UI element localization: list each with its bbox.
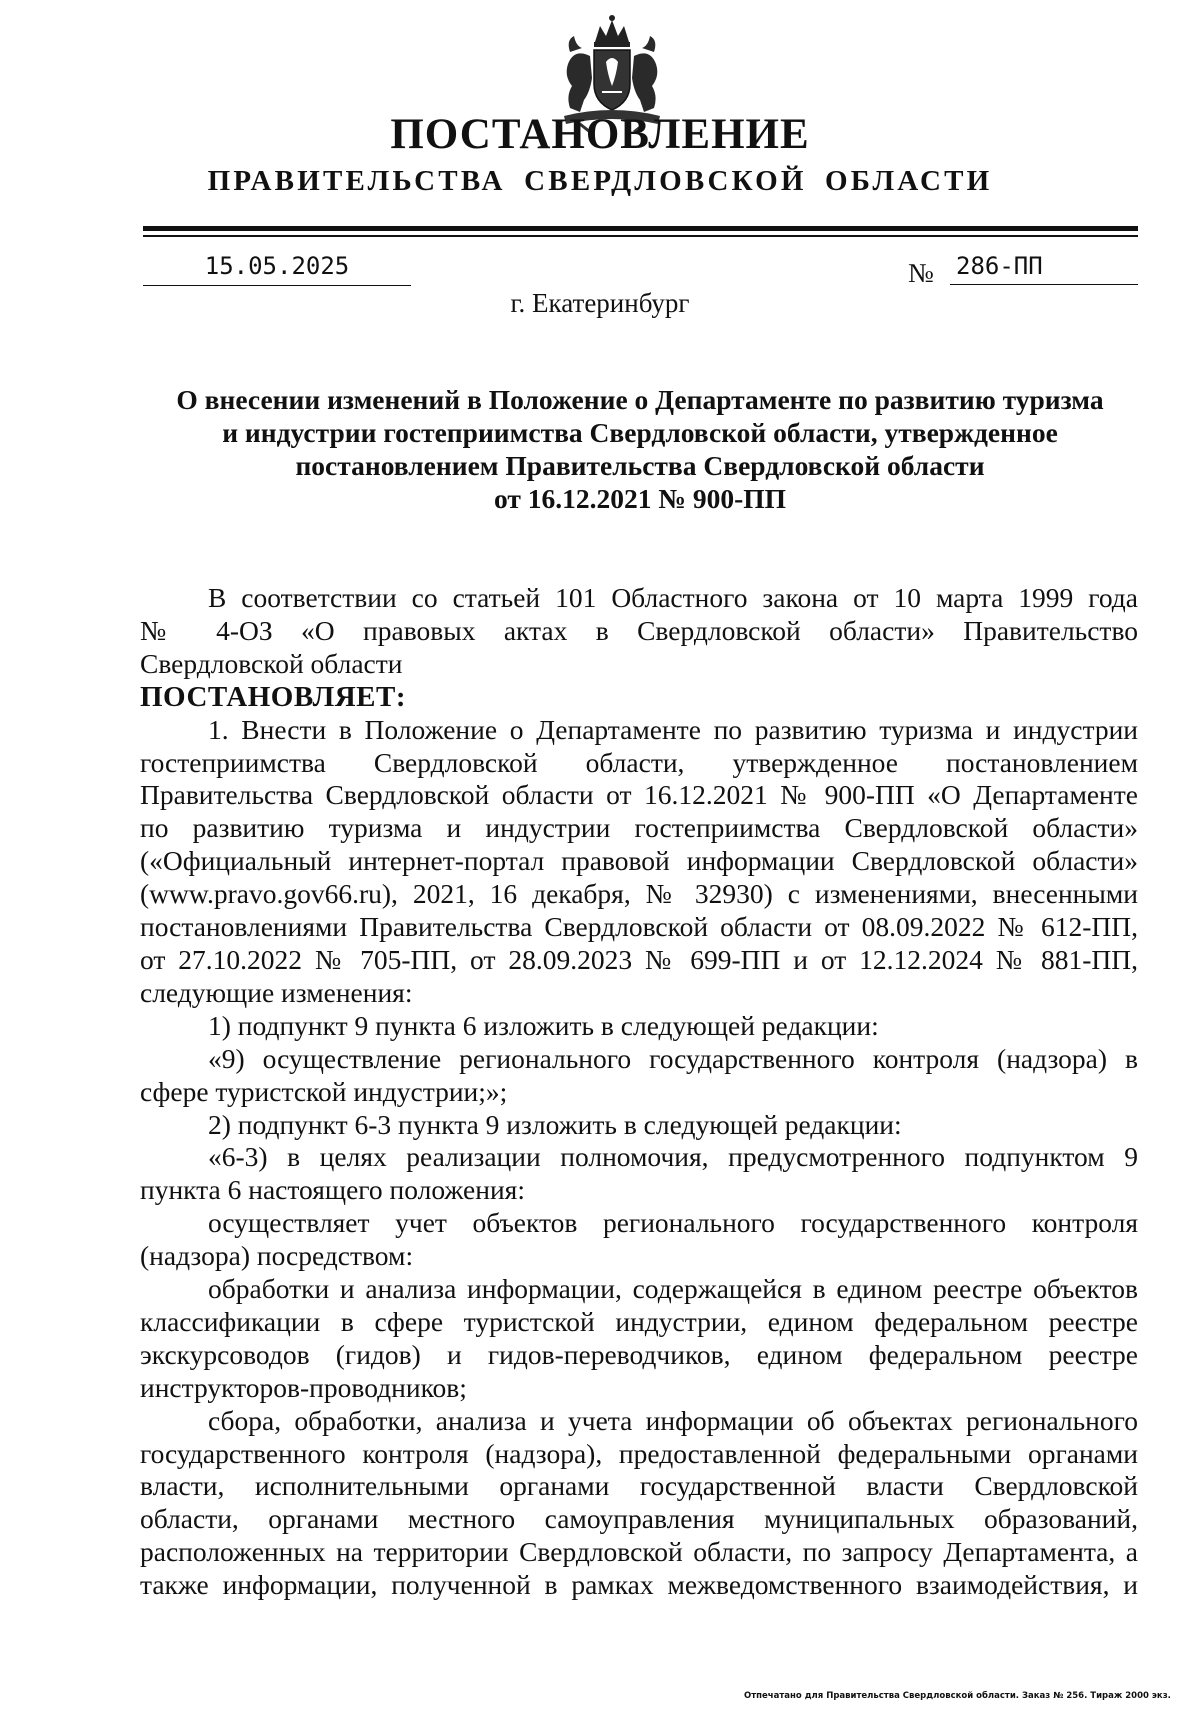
text-line: № 4-ОЗ «О правовых актах в Свердловской области» Правительство xyxy=(140,614,1138,646)
text-line: по развитию туризма и индустрии гостеприимства Свердловской области» xyxy=(140,812,1138,844)
text-line: (www.pravo.gov66.ru), 2021, 16 декабря, № 32930) с изменениями, внесенными xyxy=(140,878,1138,910)
text-line: власти, исполнительными органами государственной власти Свердловской xyxy=(140,1470,1138,1502)
quote-2-paragraph xyxy=(140,1141,1138,1207)
heading-line: О внесении изменений в Положение о Департаменте по развитию туризма xyxy=(176,384,1104,415)
text-line: сфере туристской индустрии;»; xyxy=(140,1075,508,1107)
print-footer: Отпечатано для Правительства Свердловской области. Заказ № 256. Тираж 2000 экз. xyxy=(744,1691,1171,1701)
document-number: 286-ПП xyxy=(950,250,1138,285)
text-line: постановлениями Правительства Свердловской области от 08.09.2022 № 612-ПП, xyxy=(140,911,1138,943)
text-line: от 27.10.2022 № 705-ПП, от 28.09.2023 № 699-ПП и от 12.12.2024 № 881-ПП, xyxy=(140,943,1138,975)
number-sign: № xyxy=(908,258,934,288)
text-line: инструкторов-проводников; xyxy=(140,1371,467,1403)
text-line: В соответствии со статьей 101 Областного закона от 10 марта 1999 года xyxy=(208,582,1138,613)
text-line: 1) подпункт 9 пункта 6 изложить в следующей редакции: xyxy=(208,1009,879,1041)
document-type-title: ПОСТАНОВЛЕНИЕ xyxy=(390,111,810,158)
text-line: также информации, полученной в рамках межведомственного взаимодействия, и xyxy=(140,1569,1138,1601)
text-line: 2) подпункт 6-3 пункта 9 изложить в следующей редакции: xyxy=(208,1108,902,1140)
document-body xyxy=(140,582,1138,1602)
text-line: пункта 6 настоящего положения: xyxy=(140,1174,525,1206)
text-line: области, органами местного самоуправления муниципальных образований, xyxy=(140,1503,1138,1535)
resolve-heading: ПОСТАНОВЛЯЕТ: xyxy=(140,680,406,713)
paragraph-accounting xyxy=(140,1207,1138,1273)
preamble-paragraph xyxy=(140,582,1138,681)
header-rule-thin xyxy=(143,235,1138,237)
header-rule-thick xyxy=(143,226,1138,231)
text-line: 1. Внести в Положение о Департаменте по развитию туризма и индустрии xyxy=(208,713,1138,745)
text-line: («Официальный интернет-портал правовой информации Свердловской области» xyxy=(140,845,1138,877)
text-line: расположенных на территории Свердловской области, по запросу Департамента, а xyxy=(140,1536,1138,1568)
item-1-paragraph xyxy=(140,714,1138,1010)
document-city: г. Екатеринбург xyxy=(510,288,690,318)
text-line: следующие изменения: xyxy=(140,976,413,1008)
subitem-2-paragraph xyxy=(140,1109,1138,1142)
text-line: «9) осуществление регионального государственного контроля (надзора) в xyxy=(208,1042,1138,1074)
document-date: 15.05.2025 xyxy=(143,250,411,286)
heading-line: постановлением Правительства Свердловской области xyxy=(295,450,985,481)
text-line: классификации в сфере туристской индустрии, едином федеральном реестре xyxy=(140,1305,1138,1337)
text-line: обработки и анализа информации, содержащейся в едином реестре объектов xyxy=(208,1273,1138,1305)
issuer-title: ПРАВИТЕЛЬСТВА СВЕРДЛОВСКОЙ ОБЛАСТИ xyxy=(207,165,993,197)
quote-1-paragraph xyxy=(140,1043,1138,1109)
text-line: Свердловской области xyxy=(140,647,403,679)
paragraph-collection xyxy=(140,1405,1138,1602)
text-line: (надзора) посредством: xyxy=(140,1240,414,1272)
text-line: сбора, обработки, анализа и учета информации об объектах регионального xyxy=(208,1404,1138,1436)
text-line: гостеприимства Свердловской области, утвержденное постановлением xyxy=(140,746,1138,778)
heading-line: и индустрии гостеприимства Свердловской области, утвержденное xyxy=(222,417,1058,448)
subitem-1-paragraph xyxy=(140,1010,1138,1043)
heading-line: от 16.12.2021 № 900-ПП xyxy=(493,483,787,514)
paragraph-processing xyxy=(140,1273,1138,1405)
text-line: государственного контроля (надзора), предоставленной федеральными органами xyxy=(140,1437,1138,1469)
document-heading xyxy=(140,383,1140,515)
text-line: осуществляет учет объектов регионального государственного контроля xyxy=(208,1207,1138,1239)
text-line: Правительства Свердловской области от 16.12.2021 № 900-ПП «О Департаменте xyxy=(140,779,1138,811)
text-line: экскурсоводов (гидов) и гидов-переводчиков, едином федеральном реестре xyxy=(140,1338,1138,1370)
text-line: «6-3) в целях реализации полномочия, предусмотренного подпунктом 9 xyxy=(208,1141,1138,1173)
